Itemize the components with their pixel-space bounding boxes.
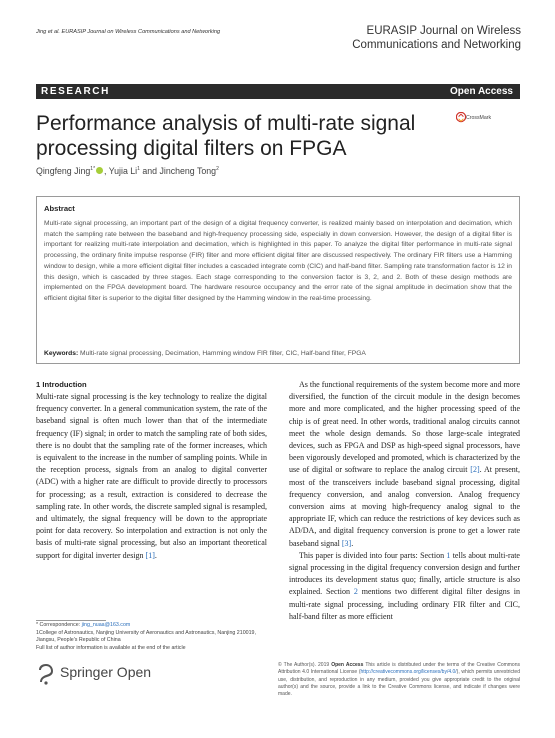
article-type-label: RESEARCH xyxy=(41,86,110,97)
citation-link[interactable]: [3] xyxy=(341,538,352,548)
open-access-label: Open Access xyxy=(450,86,513,97)
keywords xyxy=(44,350,512,357)
abstract-text: Multi-rate signal processing, an important part of the design of a digital frequency converter, is realized mainly based on interpolation and decimation, which match the sampling rate between the baseband and high-frequency processing side, especially in down conversion. However, the design of a digital filter is important for realizing multi-rate interpolation and decimation, which is highlighted in this paper. To analyze the digital filter performance in multi-rate signal processing, the ordinary finite impulse response (FIR) filter and more efficient digital filter are discussed respectively. The ordinary FIR filters use a Hamming window to design, while a more efficient digital filter includes a cascaded integrate comb (CIC) and half-band filter. Sampling rate transformation factor is 12 in this design, which is cascaded by three stages. Each stage corresponding to the conversion factor is 3, 2, and 2. Both of these design methods are implemented on the FPGA development board. The hardware resource occupancy and the error rate of the signal amplitude in decimation show that the efficient digital filter is superior to the digital filter designed by the Hamming window in the real-time processing. xyxy=(44,220,512,302)
author-affiliation-marker: 1* xyxy=(90,166,96,173)
paragraph-text: Multi-rate signal processing is the key technology to realize the digital frequency converter. In a general communication system, the rate of the baseband signal is often much lower than that of the intermediate frequency (IF) signal; in order to match the sampling rate of both sides, there is no doubt that the sampling rate of the former increases, which is equivalent to the increase in the number of sampling points. While in the reception process, signals from an analog to digital converter (ADC) with a higher rate are difficult to provide directly to processors for processing; as a result, extraction is considered to decrease the sampling rate. In other words, the discrete sampled signal is resampled, and ultimately, the signal frequency will be down to the appropriate point for data recovery. So interpolation and extraction is not only the basis of multi-rate signal processing, but also an important theoretical support for digital inverter design xyxy=(36,392,267,560)
journal-name-line1: EURASIP Journal on Wireless xyxy=(366,25,521,37)
citation-link[interactable]: [2] xyxy=(470,465,480,475)
publisher-name: Springer Open xyxy=(60,664,152,680)
crossmark-icon[interactable] xyxy=(456,112,466,124)
paragraph-text: tells about multi-rate signal processing in the digital frequency conversion design and further introduces its development status quo; finally, article structure is also explained. Section xyxy=(289,550,520,597)
correspondence xyxy=(36,622,266,630)
correspondence-email-link[interactable]: jing_nuaa@163.com xyxy=(81,622,131,628)
author-affiliation-marker: 1 xyxy=(137,166,140,173)
paragraph-text: . xyxy=(351,538,354,548)
journal-name xyxy=(331,24,521,52)
paragraph-text: This paper is divided into four parts: Section xyxy=(299,550,447,560)
footnote-divider xyxy=(36,620,106,621)
orcid-icon[interactable] xyxy=(96,167,103,174)
keywords-label: Keywords: xyxy=(44,350,79,357)
paragraph-text: As the functional requirements of the system become more and more diversified, the function of the circuit module in the design becomes more and more complicated, and the higher processing speed of the chip is of great need. In other words, traditional analog circuits cannot meet the whole design demands. So those large-scale integrated devices, such as FPGA and DSP as high-speed signal processors, have been vigorously developed and promoted, which is characterized by the use of digital or software to replace the analog circuit xyxy=(289,380,520,475)
correspondence-label: * Correspondence: xyxy=(36,622,82,628)
paragraph xyxy=(289,379,520,550)
author-info-note: Full list of author information is available at the end of the article xyxy=(36,644,186,651)
article-title-line1: Performance analysis of multi-rate signal xyxy=(36,112,416,135)
license-text: ), which permits unrestricted use, distribution, and reproduction in any medium, provided you give appropriate credit to the original author(s) and the source, provide a link to the Creative Commons license, and indicate if changes were made. xyxy=(278,669,520,698)
abstract-heading: Abstract xyxy=(44,204,75,213)
section-link[interactable]: 1 xyxy=(446,550,451,560)
license-text: © The Author(s). 2019 xyxy=(278,662,332,668)
footnotes xyxy=(36,622,266,652)
section-heading-introduction: 1 Introduction xyxy=(36,380,87,389)
paragraph-text: . xyxy=(154,550,157,560)
crossmark-label[interactable]: CrossMark xyxy=(466,115,492,121)
keywords-list: Multi-rate signal processing, Decimation, Hamming window FIR filter, CIC, Half-band filter, FPGA xyxy=(78,350,366,357)
author-name[interactable]: , Yujia Li xyxy=(104,166,138,176)
body-column-left xyxy=(36,379,267,562)
author-name[interactable]: and Jincheng Tong xyxy=(139,166,217,176)
article-type-banner xyxy=(36,84,520,99)
author-name[interactable]: Qingfeng Jing xyxy=(36,166,91,176)
section-link[interactable]: 2 xyxy=(353,587,358,597)
paragraph-text: mentions two different digital filter designs in multi-rate signal processing, including ordinary FIR filter and CIC, half-band filter as more efficient xyxy=(289,587,521,621)
license-text: This article is distributed under the terms of the Creative Commons Attribution 4.0 International License ( xyxy=(278,662,520,676)
article-title xyxy=(36,111,436,161)
article-title-line2: processing digital filters on FPGA xyxy=(36,137,347,160)
springer-open-logo-icon xyxy=(36,662,56,686)
journal-name-line2: Communications and Networking xyxy=(352,39,521,51)
paragraph xyxy=(289,550,520,623)
author-list xyxy=(36,166,219,176)
paragraph-text: . At present, most of the transceivers include baseband signal processing, digital frequency conversion, and analog conversion. Analog frequency conversion aims at moving high-frequency analog signal to the appropriate IF, which can reduce the restrictions of key devices such as AD/DA, and digital frequency conversion is prone to get a lower rate baseband signal xyxy=(289,465,520,548)
paragraph xyxy=(36,391,267,562)
citation-link[interactable]: [1] xyxy=(145,550,155,560)
license-open-access: Open Access xyxy=(331,662,364,668)
license-url-link[interactable]: http://creativecommons.org/licenses/by/4.0/ xyxy=(360,669,457,676)
author-affiliation-marker: 2 xyxy=(216,166,219,173)
running-head: Jing et al. EURASIP Journal on Wireless Communications and Networking xyxy=(36,29,221,35)
body-column-right xyxy=(289,379,520,623)
license-notice xyxy=(278,662,520,698)
affiliation: 1College of Astronautics, Nanjing University of Aeronautics and Astronautics, Nanjing 210019, Jiangsu, People's Republic of China xyxy=(36,629,256,644)
